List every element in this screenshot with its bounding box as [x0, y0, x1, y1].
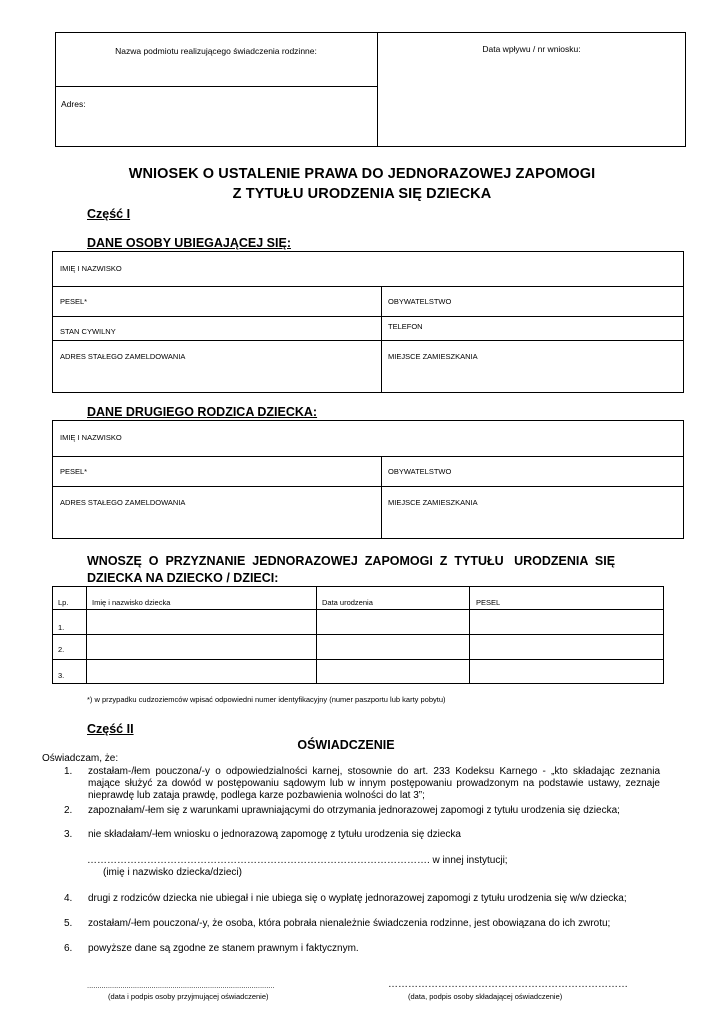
applicant-pesel-label: PESEL* [60, 297, 88, 306]
item-number: 3. [64, 829, 73, 840]
second-parent-table [52, 420, 684, 539]
col-header-pesel: PESEL [476, 598, 501, 607]
col-divider [469, 586, 470, 684]
item-text: zostałam-/łem pouczona/-y o odpowiedzialności karnej, stosownie do art. 233 Kodeksu Karnego - „kto składając zeznania mające służyć za dowód w postępowaniu sądowym lub w innym postępowaniu prowadzonym na podstawie ustawy, zeznaje nieprawdę lub zataja prawdę, podlega karze pozbawienia wolności do lat 3”; [88, 766, 660, 801]
col-header-child-name: Imię i nazwisko dziecka [92, 598, 171, 607]
col-divider [86, 586, 87, 684]
applicant-address-label: ADRES STAŁEGO ZAMELDOWANIA [60, 352, 186, 361]
institution-line[interactable]: …………………………………………………………………………………………. w innej instytucji; [87, 855, 508, 866]
institution-caption: (imię i nazwisko dziecka/dzieci) [103, 867, 242, 878]
row-number: 2. [58, 645, 65, 654]
parent-address-label: ADRES STAŁEGO ZAMELDOWANIA [60, 498, 186, 507]
part2-label: Część II [87, 722, 134, 736]
receiver-signature-line[interactable]: .......................................................................................... [87, 981, 275, 990]
row-divider [52, 286, 684, 287]
entity-name-field[interactable] [56, 60, 376, 85]
item-text: powyższe dane są zgodne ze stanem prawnym i faktycznym. [88, 943, 359, 954]
row-divider [52, 316, 684, 317]
parent-pesel-label: PESEL* [60, 467, 88, 476]
item-number: 4. [64, 893, 73, 904]
item-text: nie składałam/-łem wniosku o jednorazową zapomogę z tytułu urodzenia się dziecka [88, 829, 461, 840]
col-divider [381, 456, 382, 539]
address-label: Adres: [61, 99, 86, 109]
item-text: zapoznałam/-łem się z warunkami uprawniającymi do otrzymania jednorazowej zapomogi z tytułu urodzenia się dziecka; [88, 805, 620, 816]
applicant-residence-label: MIEJSCE ZAMIESZKANIA [388, 352, 478, 361]
applicant-marital-label: STAN CYWILNY [60, 327, 116, 336]
form-title-line1: WNIOSEK O USTALENIE PRAWA DO JEDNORAZOWEJ ZAPOMOGI [128, 166, 596, 182]
second-parent-heading: DANE DRUGIEGO RODZICA DZIECKA: [87, 405, 318, 419]
row-divider [52, 609, 664, 610]
applicant-residence-field[interactable] [382, 364, 683, 392]
header-divider-h [55, 86, 377, 87]
receiver-signature-caption: (data i podpis osoby przyjmującej oświadczenie) [108, 992, 269, 1001]
item-text: drugi z rodziców dziecka nie ubiegał i nie ubiega się o wypłatę jednorazowej zapomogi z tytułu urodzenia się w/w dziecka; [88, 893, 627, 904]
applicant-name-label: IMIĘ I NAZWISKO [60, 264, 122, 273]
applicant-citizenship-label: OBYWATELSTWO [388, 297, 452, 306]
row-divider [52, 486, 684, 487]
parent-residence-label: MIEJSCE ZAMIESZKANIA [388, 498, 478, 507]
applicant-signature-caption: (data, podpis osoby składającej oświadczenie) [408, 992, 563, 1001]
form-title-line2: Z TYTUŁU URODZENIA SIĘ DZIECKA [232, 186, 492, 202]
col-header-lp: Lp. [58, 598, 69, 607]
item-number: 1. [64, 766, 73, 777]
col-header-birth-date: Data urodzenia [322, 598, 373, 607]
col-divider [316, 586, 317, 684]
entity-name-label: Nazwa podmiotu realizującego świadczenia rodzinne: [115, 46, 317, 56]
date-number-label: Data wpływu / nr wniosku: [482, 44, 581, 54]
applicant-name-field[interactable] [53, 274, 683, 285]
item-number: 6. [64, 943, 73, 954]
parent-name-label: IMIĘ I NAZWISKO [60, 433, 122, 442]
part1-label: Część I [87, 207, 131, 221]
row-number: 1. [58, 623, 65, 632]
row-divider [52, 634, 664, 635]
date-number-field[interactable] [378, 58, 685, 146]
applicant-address-field[interactable] [53, 364, 380, 392]
declaration-intro: Oświadczam, że: [42, 753, 119, 764]
applicant-heading: DANE OSOBY UBIEGAJĄCEJ SIĘ: [87, 236, 291, 250]
request-line1: WNOSZĘ O PRZYZNANIE JEDNORAZOWEJ ZAPOMOGI Z TYTUŁU URODZENIA SIĘ [87, 554, 616, 568]
applicant-signature-line[interactable]: ……………………………………………………………… [388, 979, 628, 990]
footnote: *) w przypadku cudzoziemców wpisać odpowiedni numer identyfikacyjny (numer paszportu lub karty pobytu) [87, 695, 446, 704]
parent-citizenship-label: OBYWATELSTWO [388, 467, 452, 476]
item-number: 5. [64, 918, 73, 929]
applicant-phone-label: TELEFON [388, 322, 423, 331]
item-number: 2. [64, 805, 73, 816]
row-number: 3. [58, 671, 65, 680]
declaration-heading: OŚWIADCZENIE [297, 738, 395, 752]
row-divider [52, 456, 684, 457]
item-text: zostałam/-łem pouczona/-y, że osoba, która pobrała nienależnie świadczenia rodzinne, jest obowiązana do ich zwrotu; [88, 918, 611, 929]
row-divider [52, 659, 664, 660]
row-divider [52, 340, 684, 341]
request-line2: DZIECKA NA DZIECKO / DZIECI: [87, 571, 279, 585]
